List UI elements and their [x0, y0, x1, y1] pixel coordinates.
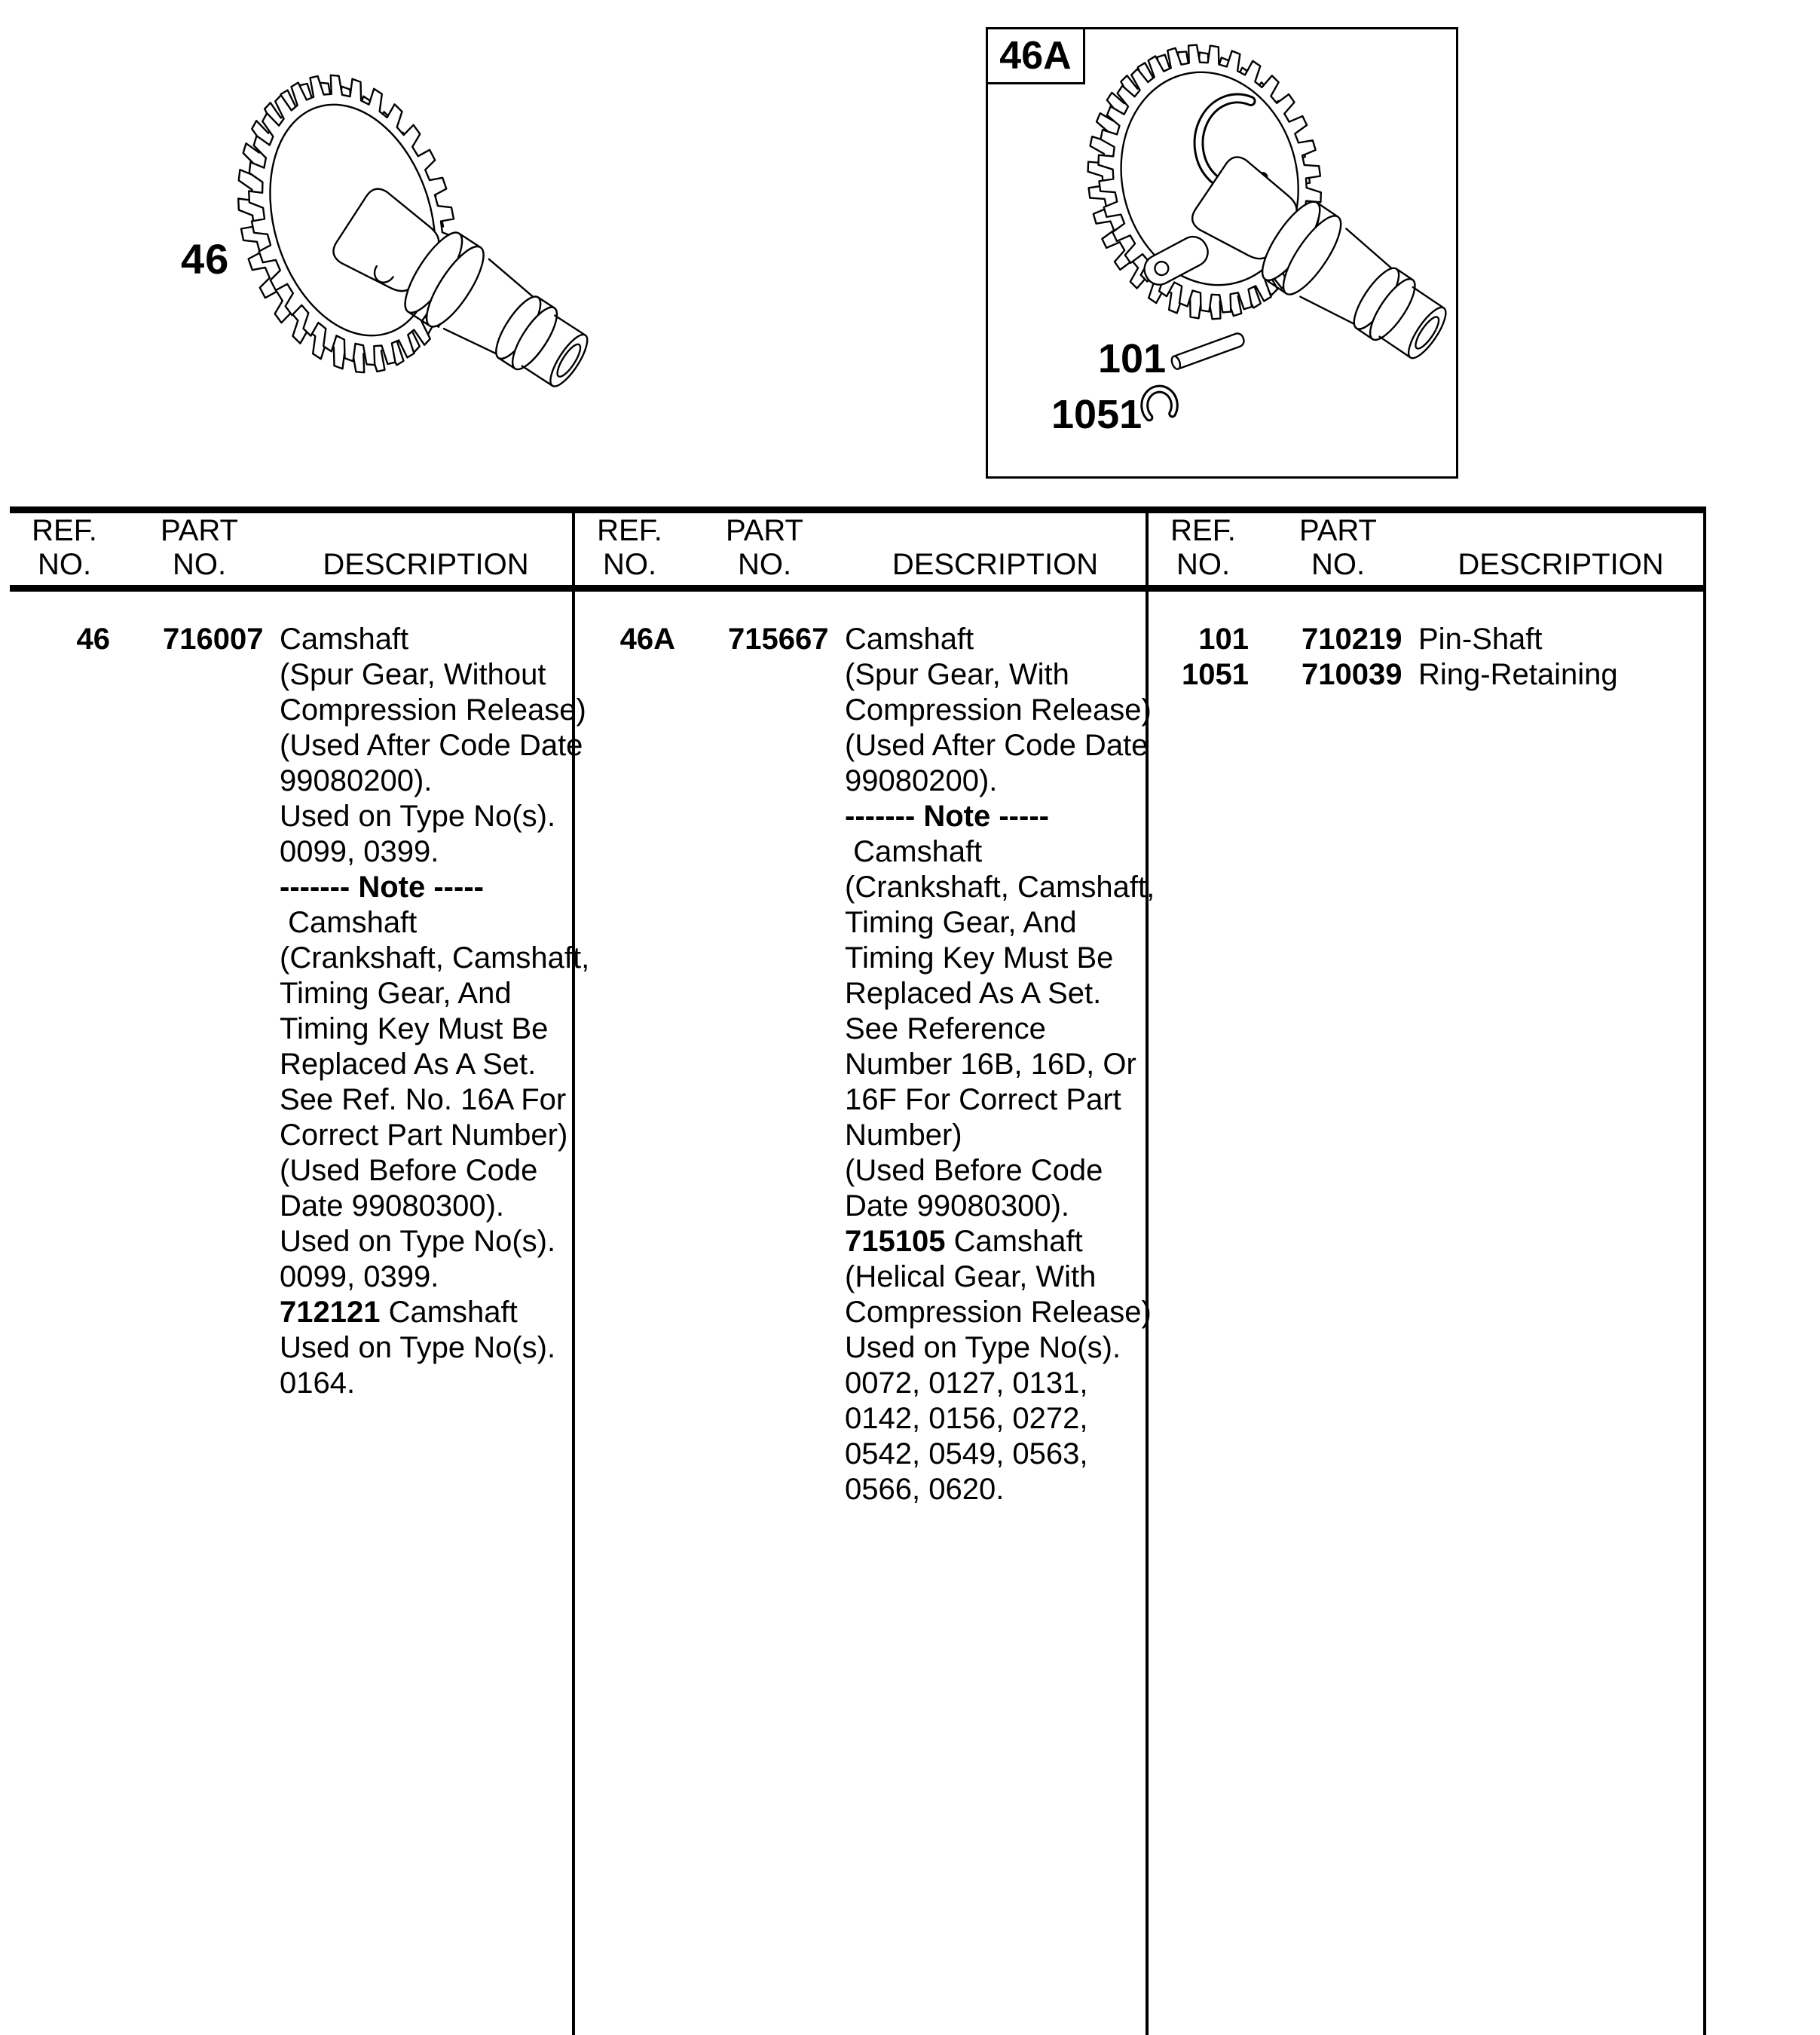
description-line: ------- Note -----: [280, 871, 484, 904]
description-line: (Used Before Code: [845, 1154, 1103, 1187]
retaining-ring-icon: [1145, 389, 1175, 418]
callout-1051: 1051: [1051, 392, 1142, 437]
description-line: 99080200).: [280, 764, 433, 797]
figure-46-label: 46: [181, 235, 230, 283]
header-ref-no: REF. NO.: [32, 514, 97, 581]
figure-46a-label: 46A: [986, 27, 1085, 84]
header-description: DESCRIPTION: [1458, 548, 1664, 581]
description-line: Replaced As A Set.: [845, 977, 1102, 1010]
parts-rows: [575, 592, 1155, 1507]
part-no-value: 710039: [1302, 658, 1402, 691]
figure-camshaft-46: [136, 45, 603, 392]
parts-table: [10, 506, 1706, 2035]
header-description: DESCRIPTION: [323, 548, 529, 581]
description-line: Correct Part Number): [280, 1118, 568, 1152]
description-line: Used on Type No(s).: [280, 1331, 556, 1364]
parts-entry: [1149, 622, 1703, 657]
description-value: [280, 622, 595, 1401]
parts-entry: [10, 622, 590, 1401]
header-description: DESCRIPTION: [892, 548, 1099, 581]
description-line: 99080200).: [845, 764, 998, 797]
description-line: (Helical Gear, With: [845, 1260, 1097, 1293]
description-line: 0164.: [280, 1366, 356, 1400]
table-header: [1149, 513, 1703, 592]
description-value: [1418, 657, 1703, 693]
description-line: 0142, 0156, 0272,: [845, 1402, 1088, 1435]
description-line: Ring-Retaining: [1418, 658, 1618, 691]
camshaft-46-drawing: [136, 45, 603, 392]
parts-column-group-2: [575, 513, 1155, 2035]
description-line: Number): [845, 1118, 962, 1152]
description-line: Camshaft: [845, 835, 983, 868]
description-line: (Crankshaft, Camshaft,: [280, 941, 590, 975]
description-line: Compression Release): [845, 1296, 1152, 1329]
description-line: Camshaft: [280, 623, 409, 656]
header-part-no: PART NO.: [726, 514, 803, 581]
description-line: (Spur Gear, Without: [280, 658, 546, 691]
description-line: ------- Note -----: [845, 800, 1049, 833]
description-line: Replaced As A Set.: [280, 1048, 537, 1081]
description-line: 0099, 0399.: [280, 835, 439, 868]
description-line: 0099, 0399.: [280, 1260, 439, 1293]
part-no-value: 715667: [728, 623, 829, 656]
description-line: Pin-Shaft: [1418, 623, 1543, 656]
header-ref-no: REF. NO.: [1170, 514, 1236, 581]
description-line: Number 16B, 16D, Or: [845, 1048, 1136, 1081]
ref-no-value: 1051: [1182, 658, 1249, 691]
description-value: [845, 622, 1161, 1507]
description-line: Date 99080300).: [845, 1189, 1070, 1223]
ref-no-value: 46: [76, 623, 110, 656]
part-no-value: 716007: [163, 623, 264, 656]
parts-entry: [1149, 657, 1703, 693]
description-line: (Spur Gear, With: [845, 658, 1069, 691]
table-header: [10, 513, 572, 592]
description-line: 0072, 0127, 0131,: [845, 1366, 1088, 1400]
description-line: Used on Type No(s).: [280, 1225, 556, 1258]
description-line: Camshaft: [845, 623, 974, 656]
description-line: 16F For Correct Part: [845, 1083, 1121, 1116]
parts-rows: [1149, 592, 1703, 693]
part-no-value: 710219: [1302, 623, 1402, 656]
description-line: 712121 Camshaft: [280, 1296, 518, 1329]
parts-column-group-1: [10, 513, 590, 2035]
header-ref-no: REF. NO.: [597, 514, 662, 581]
description-line: See Reference: [845, 1012, 1046, 1045]
description-line: Used on Type No(s).: [845, 1331, 1121, 1364]
description-line: (Used After Code Date: [280, 729, 583, 762]
description-line: Compression Release): [280, 693, 586, 727]
description-line: Date 99080300).: [280, 1189, 505, 1223]
description-line: 0566, 0620.: [845, 1473, 1005, 1506]
figure-camshaft-46a-box: [986, 27, 1458, 479]
header-part-no: PART NO.: [161, 514, 238, 581]
ref-no-value: 101: [1198, 623, 1249, 656]
ref-no-value: 46A: [619, 623, 675, 656]
parts-entry: [575, 622, 1155, 1507]
description-line: 0542, 0549, 0563,: [845, 1437, 1088, 1470]
description-line: (Used After Code Date: [845, 729, 1149, 762]
description-line: Timing Key Must Be: [280, 1012, 549, 1045]
pin-body: [1171, 332, 1246, 370]
description-line: (Crankshaft, Camshaft,: [845, 871, 1155, 904]
description-line: Timing Gear, And: [845, 906, 1077, 939]
header-part-no: PART NO.: [1299, 514, 1377, 581]
description-value: [1418, 622, 1703, 657]
description-line: Timing Key Must Be: [845, 941, 1114, 975]
description-line: Compression Release): [845, 693, 1152, 727]
description-line: (Used Before Code: [280, 1154, 538, 1187]
callout-101: 101: [1098, 336, 1167, 381]
description-line: 715105 Camshaft: [845, 1225, 1083, 1258]
description-line: Used on Type No(s).: [280, 800, 556, 833]
parts-column-group-3: [1149, 513, 1706, 2035]
table-header: [575, 513, 1146, 592]
description-line: Timing Gear, And: [280, 977, 512, 1010]
description-line: See Ref. No. 16A For: [280, 1083, 567, 1116]
pin-icon: [1170, 332, 1246, 370]
parts-rows: [10, 592, 590, 1401]
description-line: Camshaft: [280, 906, 418, 939]
